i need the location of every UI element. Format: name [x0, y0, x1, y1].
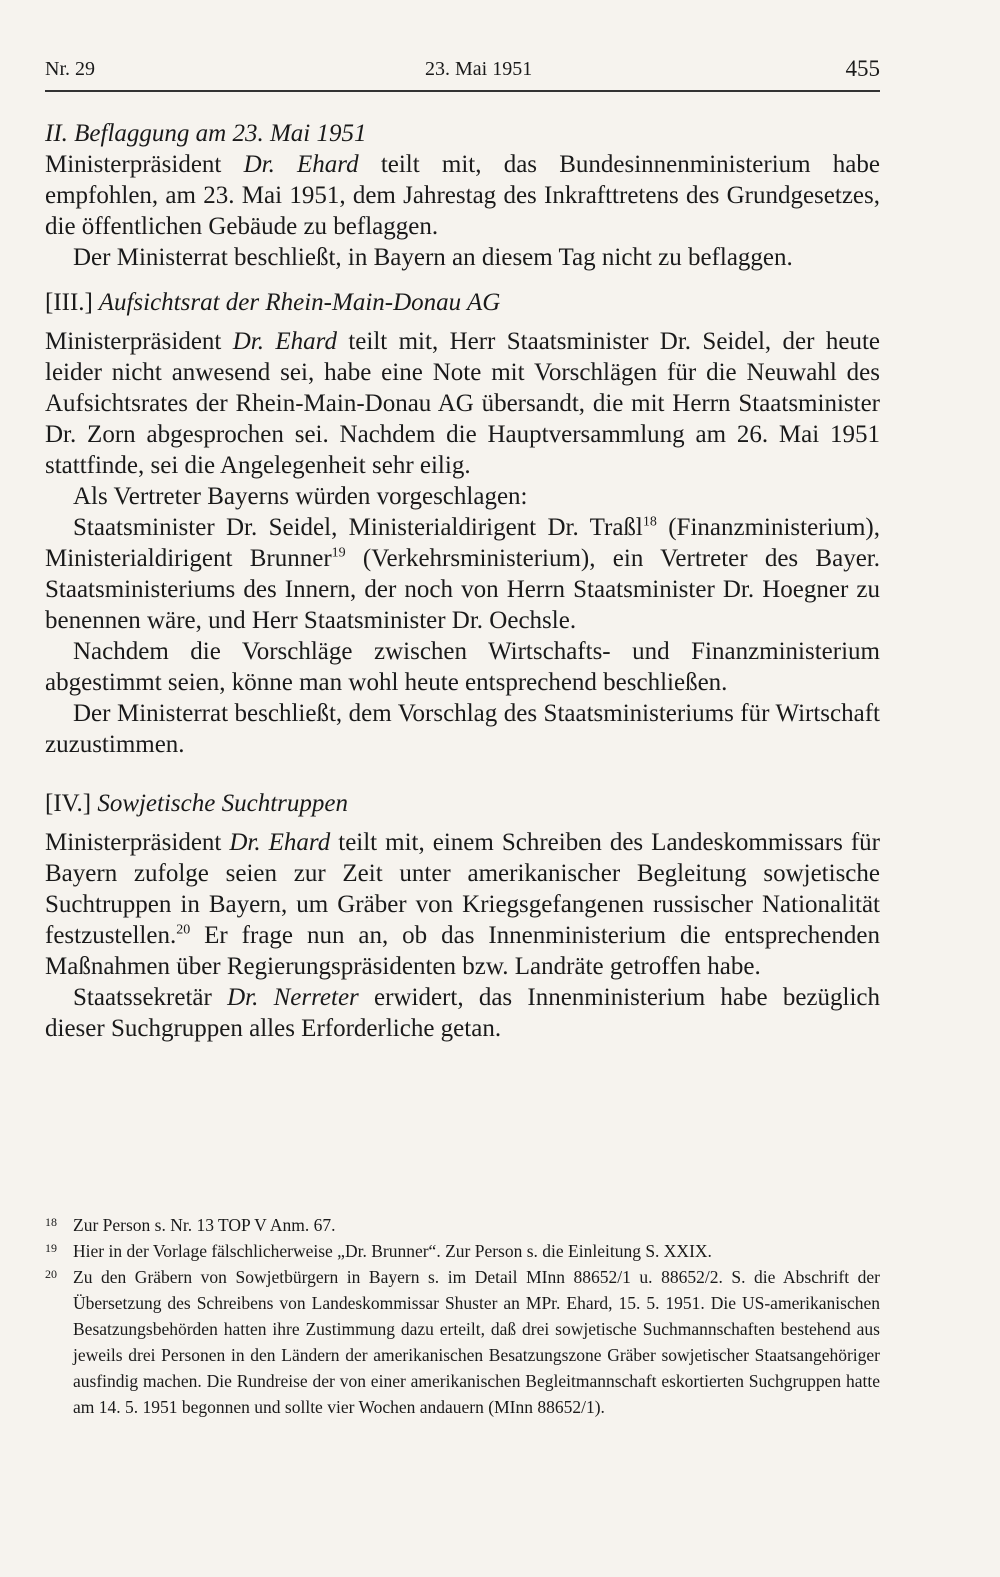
session-date: 23. Mai 1951	[425, 58, 533, 80]
text-run: Er frage nun an, ob das Innenministerium die entsprechenden Maßnahmen über Regierungspräsidenten bzw. Landräte getroffen habe.	[45, 922, 880, 980]
footnote-number: 20	[45, 1267, 57, 1281]
text-run: teilt mit, das Bundesinnenministerium habe empfohlen, am 23. Mai 1951, dem Jahrestag des Inkrafttretens des Grundgesetzes, die öffentlichen Gebäude zu beflaggen.	[45, 151, 880, 240]
text-run: teilt mit, einem Schreiben des Landeskommissars für Bayern zufolge seien zur Zeit unter amerikanischer Begleitung sowjetische Suchtruppen in Bayern, um Gräber von Kriegsgefangenen russischer Nationalität festzustellen.	[45, 829, 880, 949]
heading-number: [IV.]	[45, 790, 92, 817]
footnote-20	[45, 1264, 880, 1420]
paragraph	[45, 326, 880, 481]
paragraph: Als Vertreter Bayerns würden vorgeschlagen:	[73, 483, 528, 510]
heading-number: [III.]	[45, 289, 93, 316]
document-number: Nr. 29	[45, 58, 95, 80]
paragraph: Nachdem die Vorschläge zwischen Wirtschafts- und Finanzministerium abgestimmt seien, könne man wohl heute entsprechend beschließen.	[45, 638, 880, 696]
text-run: Ministerpräsident	[45, 151, 244, 178]
heading-title: Sowjetische Suchtruppen	[91, 790, 348, 817]
text-run: Staatsminister Dr. Seidel, Ministerialdirigent Dr. Traßl	[73, 514, 643, 541]
footnote-18	[45, 1212, 880, 1238]
paragraph: Der Ministerrat beschließt, dem Vorschlag des Staatsministeriums für Wirtschaft zuzustimmen.	[45, 700, 880, 758]
main-text	[45, 118, 880, 1044]
heading-title: Aufsichtsrat der Rhein-Main-Donau AG	[92, 289, 501, 316]
footnote-ref[interactable]: 19	[331, 545, 346, 561]
person-name: Dr. Nerreter	[227, 984, 359, 1011]
person-name: Dr. Ehard	[243, 151, 359, 178]
footnote-number: 18	[45, 1215, 57, 1229]
text-run: Staatssekretär	[73, 984, 228, 1011]
footnote-text: Zu den Gräbern von Sowjetbürgern in Bayern s. im Detail MInn 88652/1 u. 88652/2. S. die Abschrift der Übersetzung des Schreibens von Landeskommissar Shuster an MPr. Ehard, 15. 5. 1951. Die US-amerikanischen Besatzungsbehörden hatten ihre Zustimmung dazu erteilt, daß drei sowjetische Suchmannschaften bestehend aus jeweils drei Personen in den Ländern der amerikanischen Besatzungszone Gräber sowjetischer Staatsangehöriger ausfindig machen. Die Rundreise der von einer amerikanischen Begleitmannschaft eskortierten Suchgruppen hatte am 14. 5. 1951 begonnen und sollte vier Wochen andauern (MInn 88652/1).	[73, 1267, 880, 1417]
footnote-ref[interactable]: 20	[176, 922, 191, 938]
text-run: teilt mit, Herr Staatsminister Dr. Seidel, der heute leider nicht anwesend sei, habe eine Note mit Vorschlägen für die Neuwahl des Aufsichtsrates der Rhein-Main-Donau AG übersandt, die mit Herrn Staatsminister Dr. Zorn abgesprochen sei. Nachdem die Hauptversammlung am 26. Mai 1951 stattfinde, sei die Angelegenheit sehr eilig.	[45, 328, 880, 479]
running-header	[45, 50, 880, 92]
footnotes	[45, 1212, 880, 1420]
paragraph	[45, 512, 880, 636]
paragraph	[45, 149, 880, 242]
footnote-19	[45, 1238, 880, 1264]
section-heading-2: II. Beflaggung am 23. Mai 1951	[45, 120, 367, 147]
person-name: Dr. Ehard	[229, 829, 331, 856]
text-run: erwidert, das Innenministerium habe bezüglich dieser Suchgruppen alles Erforderliche getan.	[45, 984, 881, 1042]
paragraph: Der Ministerrat beschließt, in Bayern an diesem Tag nicht zu beflaggen.	[73, 244, 793, 271]
paragraph	[45, 982, 880, 1044]
section-heading-4	[45, 788, 880, 819]
footnote-number: 19	[45, 1241, 57, 1255]
paragraph	[45, 827, 880, 982]
section-heading-3	[45, 287, 880, 318]
page-number: 455	[845, 56, 880, 81]
footnote-ref[interactable]: 18	[642, 514, 657, 530]
footnote-text: Hier in der Vorlage fälschlicherweise „Dr. Brunner“. Zur Person s. die Einleitung S. XXIX.	[73, 1241, 712, 1261]
text-run: Ministerpräsident	[45, 829, 230, 856]
text-run: (Finanzministerium), Ministerialdirigent Brunner	[45, 514, 880, 572]
text-run: Ministerpräsident	[45, 328, 233, 355]
person-name: Dr. Ehard	[232, 328, 337, 355]
text-run: (Verkehrsministerium), ein Vertreter des Bayer. Staatsministeriums des Innern, der noch von Herrn Staatsminister Dr. Hoegner zu benennen wäre, und Herr Staatsminister Dr. Oechsle.	[45, 545, 880, 634]
footnote-text: Zur Person s. Nr. 13 TOP V Anm. 67.	[73, 1215, 336, 1235]
